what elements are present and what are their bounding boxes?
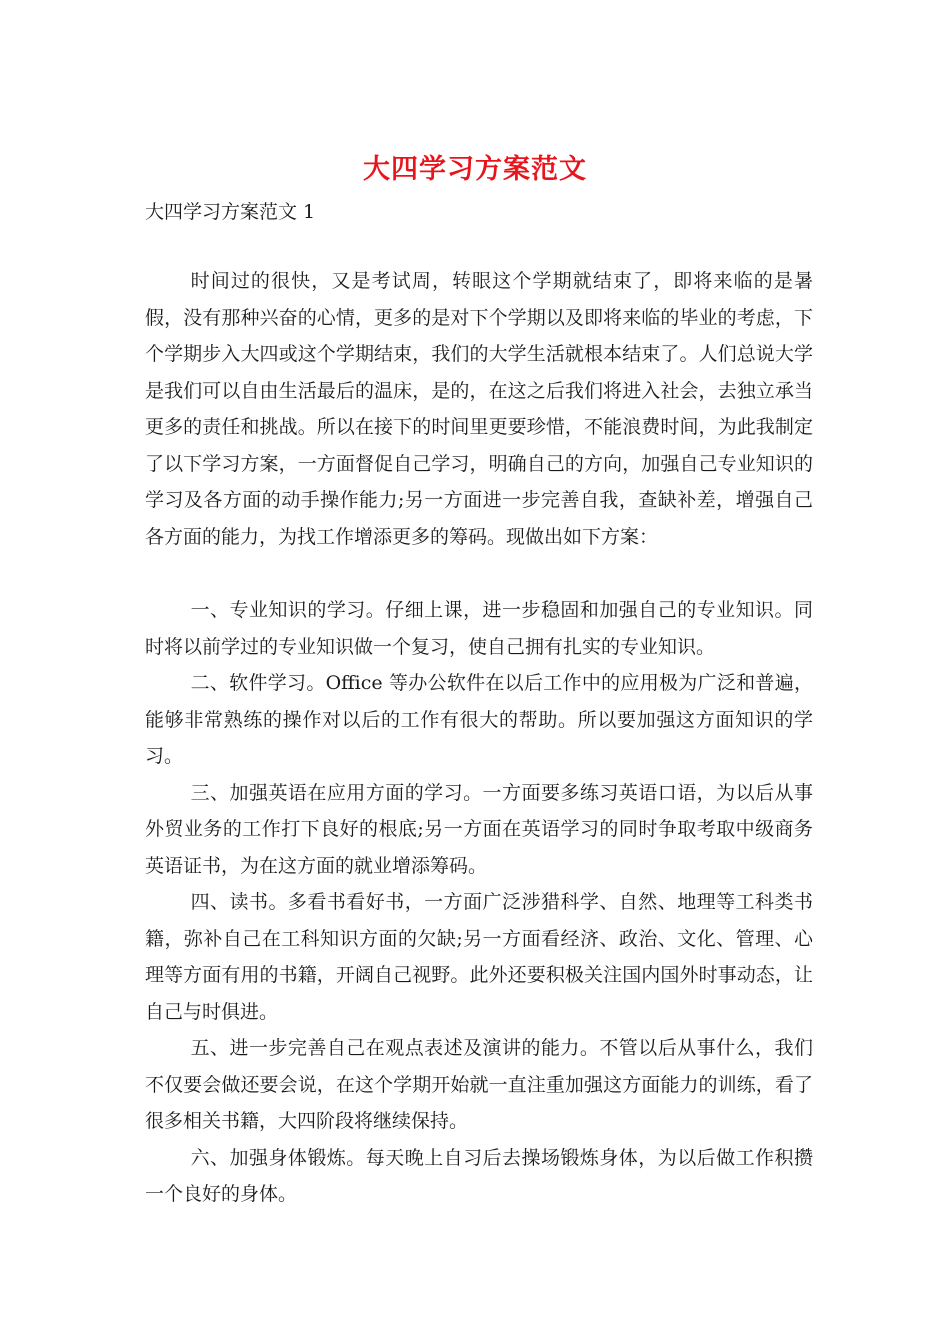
document-title: 大四学习方案范文 <box>363 154 587 185</box>
plan-item-6-paragraph: 六、加强身体锻炼。每天晚上自习后去操场锻炼身体，为以后做工作积攒一个良好的身体。 <box>145 1146 813 1205</box>
plan-item-1-paragraph: 一、专业知识的学习。仔细上课，进一步稳固和加强自己的专业知识。同时将以前学过的专业知识做一个复习，使自己拥有扎实的专业知识。 <box>145 599 813 658</box>
document-body <box>145 263 813 1213</box>
document-subtitle: 大四学习方案范文 1 <box>145 201 316 223</box>
plan-item-4-paragraph: 四、读书。多看书看好书，一方面广泛涉猎科学、自然、地理等工科类书籍，弥补自己在工科知识方面的欠缺;另一方面看经济、政治、文化、管理、心理等方面有用的书籍，开阔自己视野。此外还要积极关注国内国外时事动态，让自己与时俱进。 <box>145 891 813 1023</box>
plan-item-2-paragraph: 二、软件学习。Office 等办公软件在以后工作中的应用极为广泛和普遍，能够非常熟练的操作对以后的工作有很大的帮助。所以要加强这方面知识的学习。 <box>145 672 813 767</box>
intro-paragraph: 时间过的很快，又是考试周，转眼这个学期就结束了，即将来临的是暑假，没有那种兴奋的心情，更多的是对下个学期以及即将来临的毕业的考虑，下个学期步入大四或这个学期结束，我们的大学生活就根本结束了。人们总说大学是我们可以自由生活最后的温床，是的，在这之后我们将进入社会，去独立承当更多的责任和挑战。所以在接下的时间里更要珍惜，不能浪费时间，为此我制定了以下学习方案，一方面督促自己学习，明确自己的方向，加强自己专业知识的学习及各方面的动手操作能力;另一方面进一步完善自我，查缺补差，增强自己各方面的能力，为找工作增添更多的筹码。现做出如下方案： <box>145 270 813 548</box>
plan-item-3-paragraph: 三、加强英语在应用方面的学习。一方面要多练习英语口语，为以后从事外贸业务的工作打下良好的根底;另一方面在英语学习的同时争取考取中级商务英语证书，为在这方面的就业增添筹码。 <box>145 781 813 877</box>
plan-item-5-paragraph: 五、进一步完善自己在观点表述及演讲的能力。不管以后从事什么，我们不仅要会做还要会说，在这个学期开始就一直注重加强这方面能力的训练，看了很多相关书籍，大四阶段将继续保持。 <box>145 1037 813 1132</box>
